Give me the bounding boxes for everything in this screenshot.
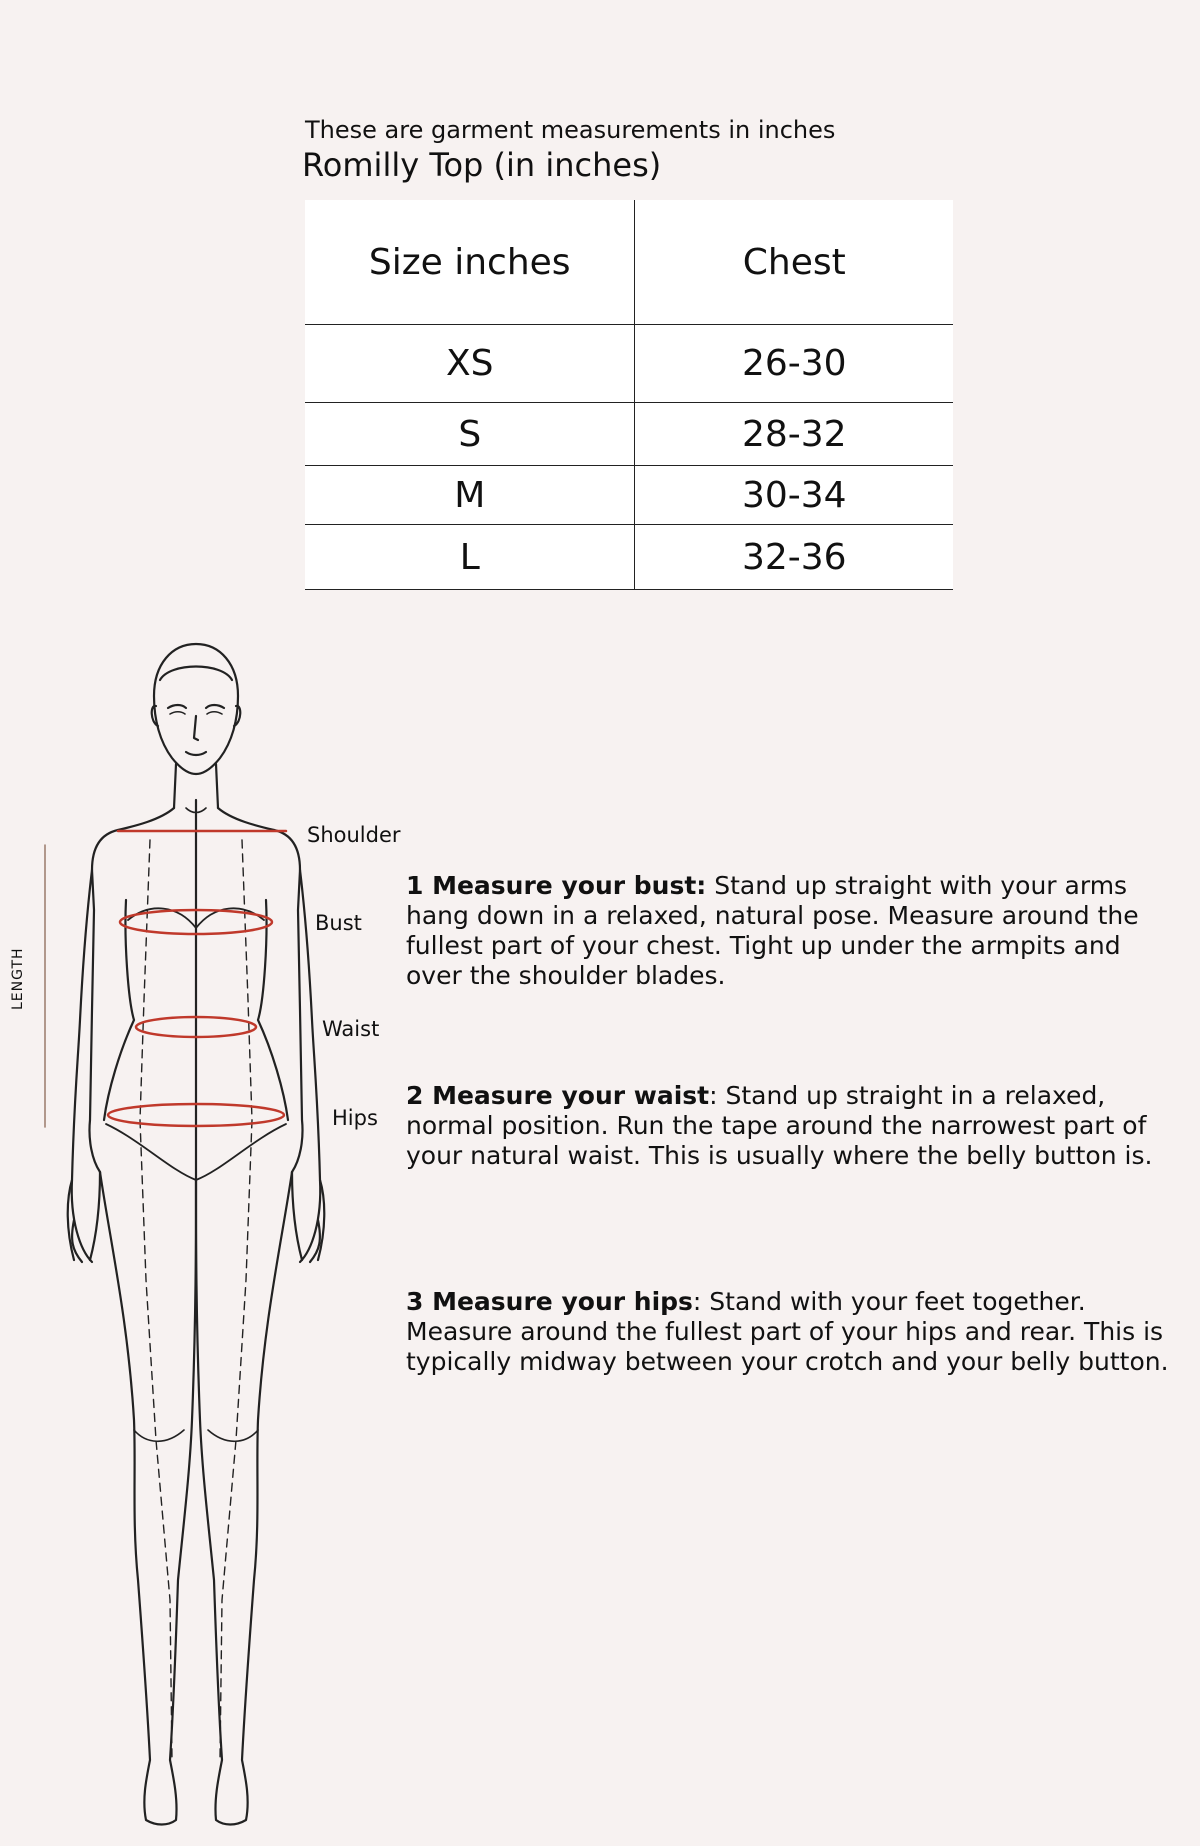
length-label: LENGTH xyxy=(10,947,26,1010)
waist-label: Waist xyxy=(322,1017,380,1041)
row-chest: 26-30 xyxy=(741,343,847,384)
waist-instruction xyxy=(406,1081,1176,1171)
left-leg xyxy=(100,1172,196,1825)
bust-instruction xyxy=(406,871,1176,991)
intro-text: These are garment measurements in inches xyxy=(305,116,836,144)
row-size: M xyxy=(305,466,635,524)
hips-instruction-body: : Stand with your feet together. Measure around the fullest part of your hips and rear. This is typically midway between your crotch and your belly button. xyxy=(406,1287,1169,1376)
row-size: S xyxy=(305,403,635,465)
table-header xyxy=(305,200,953,325)
header-size: Size inches xyxy=(305,200,635,324)
hips-instruction-heading: 3 Measure your hips xyxy=(406,1287,693,1316)
table-row xyxy=(305,525,953,590)
hips-instruction xyxy=(406,1287,1176,1377)
row-chest: 32-36 xyxy=(741,536,847,578)
shoulder-label: Shoulder xyxy=(307,823,401,847)
page-title: Romilly Top (in inches) xyxy=(302,146,662,184)
waist-instruction-heading: 2 Measure your waist xyxy=(406,1081,710,1110)
table-row xyxy=(305,325,953,403)
bust-instruction-body: Stand up straight with your arms hang down in a relaxed, natural pose. Measure around the fullest part of your chest. Tight up under the armpits and over the shoulder blades. xyxy=(406,871,1139,990)
hips-label: Hips xyxy=(332,1106,378,1130)
table-row xyxy=(305,466,953,525)
row-size: XS xyxy=(305,325,635,402)
row-size: L xyxy=(305,525,635,589)
right-leg xyxy=(196,1172,292,1825)
waist-instruction-body: : Stand up straight in a relaxed, normal position. Run the tape around the narrowest part of your natural waist. This is usually where the belly button is. xyxy=(406,1081,1153,1170)
bust-label: Bust xyxy=(315,911,362,935)
row-chest: 30-34 xyxy=(741,474,847,516)
table-row xyxy=(305,403,953,466)
body-figure-illustration xyxy=(0,630,400,1846)
row-chest: 28-32 xyxy=(741,413,847,455)
size-table xyxy=(305,200,953,590)
bust-instruction-heading: 1 Measure your bust: xyxy=(406,871,707,900)
header-chest: Chest xyxy=(742,241,846,283)
